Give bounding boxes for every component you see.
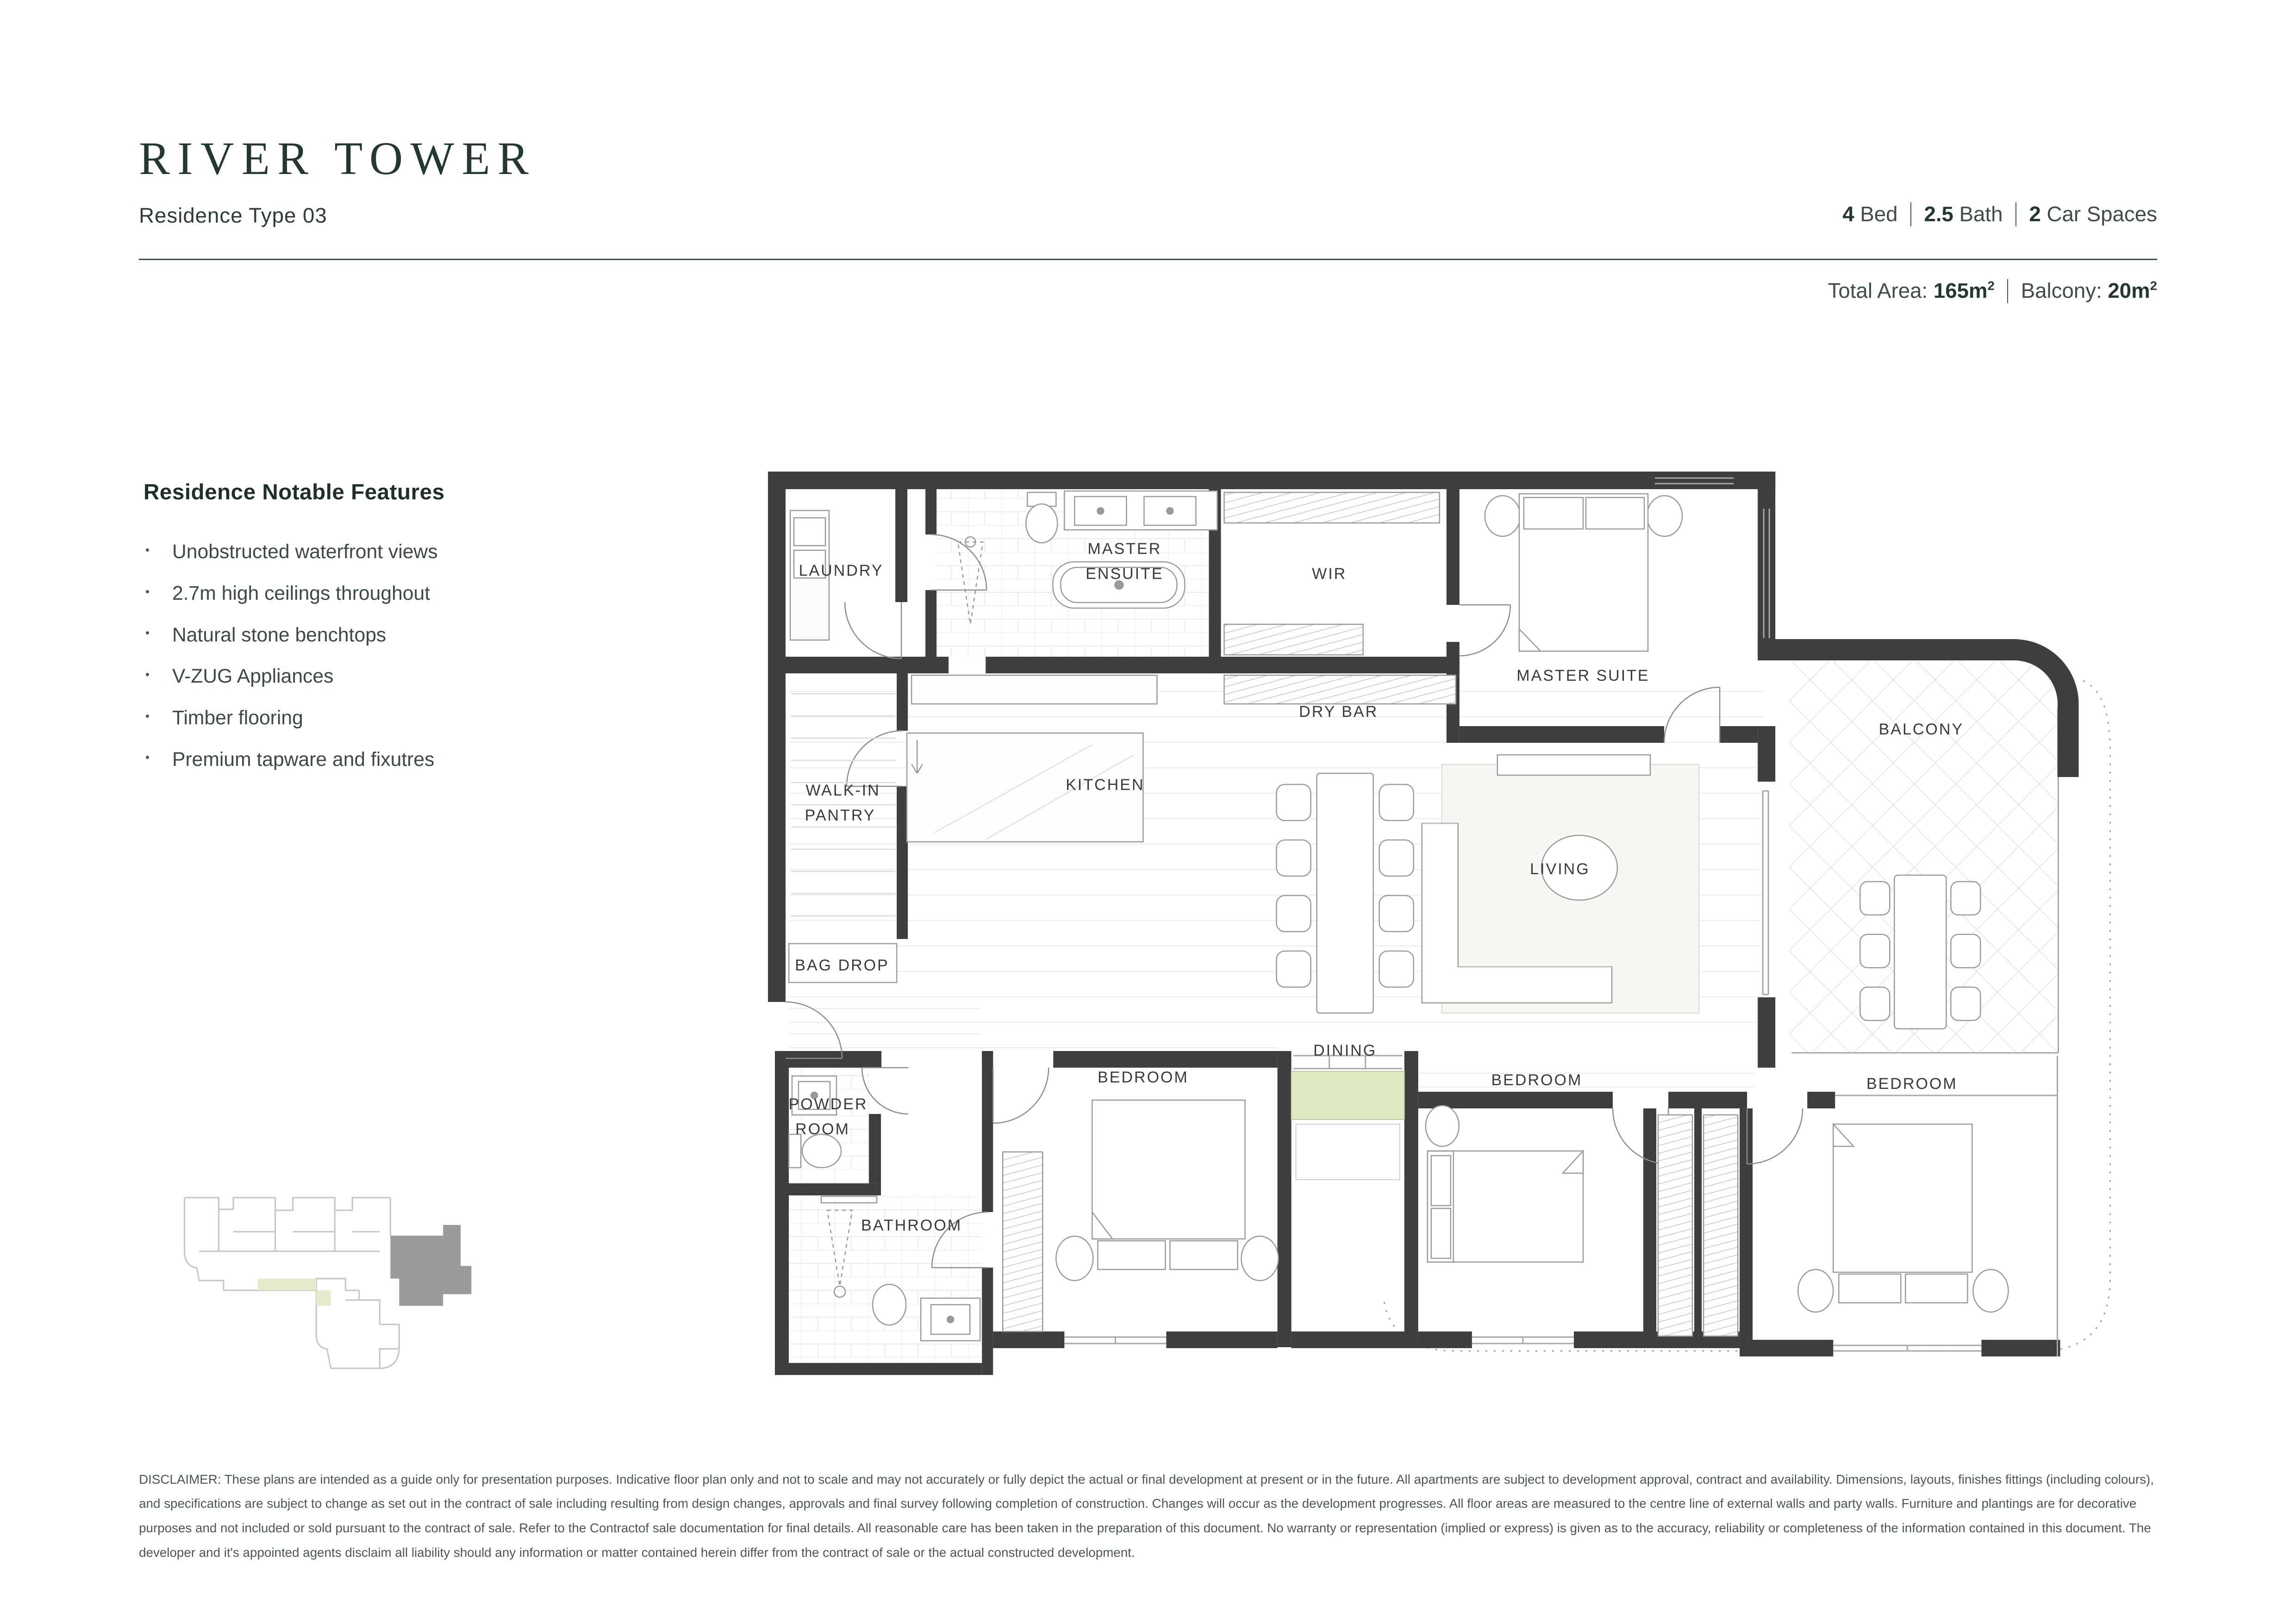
feature-item: Timber flooring	[144, 707, 445, 729]
room-label-master-ensuite: ENSUITE	[1086, 565, 1164, 583]
room-label-walk-in-pantry: WALK-IN	[805, 781, 880, 799]
keyplan-highlighted-unit	[390, 1225, 471, 1306]
feature-item: Natural stone benchtops	[144, 624, 445, 647]
areas-summary	[1828, 278, 2157, 303]
bedroom3-furniture	[1798, 1124, 2008, 1312]
notable-features-section	[144, 479, 445, 790]
balcony-dining	[1860, 875, 1980, 1029]
total-area-sup: 2	[1987, 278, 1995, 293]
separator	[2007, 279, 2008, 303]
kitchen-joinery	[907, 675, 1157, 842]
dining-table	[1277, 773, 1414, 1013]
floor-plan-drawing	[768, 472, 2111, 1393]
features-list	[144, 541, 445, 771]
room-label-powder-room: ROOM	[795, 1120, 850, 1138]
bedroom2-furniture	[1426, 1106, 1583, 1262]
total-area-label: Total Area:	[1828, 279, 1934, 303]
room-label-laundry: LAUNDRY	[799, 561, 884, 579]
balcony-area-label: Balcony:	[2021, 279, 2108, 303]
room-label-bedroom-2: BEDROOM	[1491, 1071, 1583, 1089]
planter	[1292, 1071, 1404, 1180]
room-label-living: LIVING	[1530, 860, 1590, 878]
room-label-master-ensuite: MASTER	[1087, 540, 1162, 558]
balcony-area-value: 20m	[2108, 279, 2150, 303]
key-plan-drawing	[170, 1175, 482, 1376]
room-label-kitchen: KITCHEN	[1066, 776, 1145, 794]
bath-label: Bath	[1953, 202, 2003, 226]
car-label: Car Spaces	[2040, 202, 2157, 226]
feature-item: 2.7m high ceilings throughout	[144, 582, 445, 605]
features-heading: Residence Notable Features	[144, 480, 445, 505]
room-label-dining: DINING	[1313, 1041, 1377, 1059]
room-label-bedroom-3: BEDROOM	[1866, 1075, 1958, 1093]
specs-summary	[1842, 202, 2157, 226]
room-label-bathroom: BATHROOM	[861, 1216, 962, 1234]
car-count: 2	[2029, 202, 2041, 226]
page-title: RIVER TOWER	[139, 132, 537, 184]
room-label-master-suite: MASTER SUITE	[1516, 666, 1650, 684]
separator	[1910, 202, 1911, 226]
bed-count: 4	[1842, 202, 1854, 226]
floor-plan	[768, 472, 2111, 1393]
disclaimer-text: DISCLAIMER: These plans are intended as a guide only for presentation purposes. Indicative floor plan only and not to scale and may not accurately or fully depict the actual or final development at present or in the future. All apartments are subject to development approval, contract and availability. Dimensions, layouts, finishes fittings (including colours), and specifications are subject to change as set out in the contract of sale including resulting from design changes, approvals and final survey following completion of construction. Changes will occur as the development progresses. All floor areas are measured to the centre line of external walls and party walls. Furniture and plantings are for decorative purposes and not included or sold pursuant to the contract of sale. Refer to the Contractof sale documentation for final details. All reasonable care has been taken in the preparation of this document. No warranty or representation (implied or express) is given as to the accuracy, reliability or completeness of the information contained in this document. The developer and it's appointed agents disclaim all liability should any information or matter contained herein differ from the contract of sale or the actual constructed development.	[139, 1472, 2154, 1560]
header-divider	[139, 259, 2157, 260]
bath-count: 2.5	[1924, 202, 1953, 226]
room-label-wir: WIR	[1312, 565, 1347, 583]
living-furniture	[1422, 755, 1699, 1013]
master-bed	[1485, 494, 1682, 651]
total-area-value: 165m	[1933, 279, 1988, 303]
room-label-walk-in-pantry: PANTRY	[805, 806, 876, 824]
room-label-balcony: BALCONY	[1878, 720, 1964, 738]
feature-item: Unobstructed waterfront views	[144, 541, 445, 563]
room-label-bedroom-1: BEDROOM	[1098, 1068, 1189, 1086]
feature-item: Premium tapware and fixutres	[144, 748, 445, 771]
room-label-bag-drop: BAG DROP	[795, 956, 889, 974]
residence-type-subtitle: Residence Type 03	[139, 204, 327, 228]
keyplan-corridor	[258, 1279, 331, 1306]
feature-item: V-ZUG Appliances	[144, 665, 445, 688]
dry-bar-joinery	[1224, 675, 1456, 704]
balcony-area-sup: 2	[2150, 278, 2157, 293]
room-label-powder-room: POWDER	[788, 1095, 868, 1113]
pantry-shelves	[791, 694, 896, 916]
bed-label: Bed	[1854, 202, 1898, 226]
room-label-dry-bar: DRY BAR	[1299, 703, 1379, 721]
separator	[2015, 202, 2016, 226]
bedroom1-furniture	[1003, 1100, 1278, 1331]
key-plan-locator	[170, 1175, 482, 1376]
